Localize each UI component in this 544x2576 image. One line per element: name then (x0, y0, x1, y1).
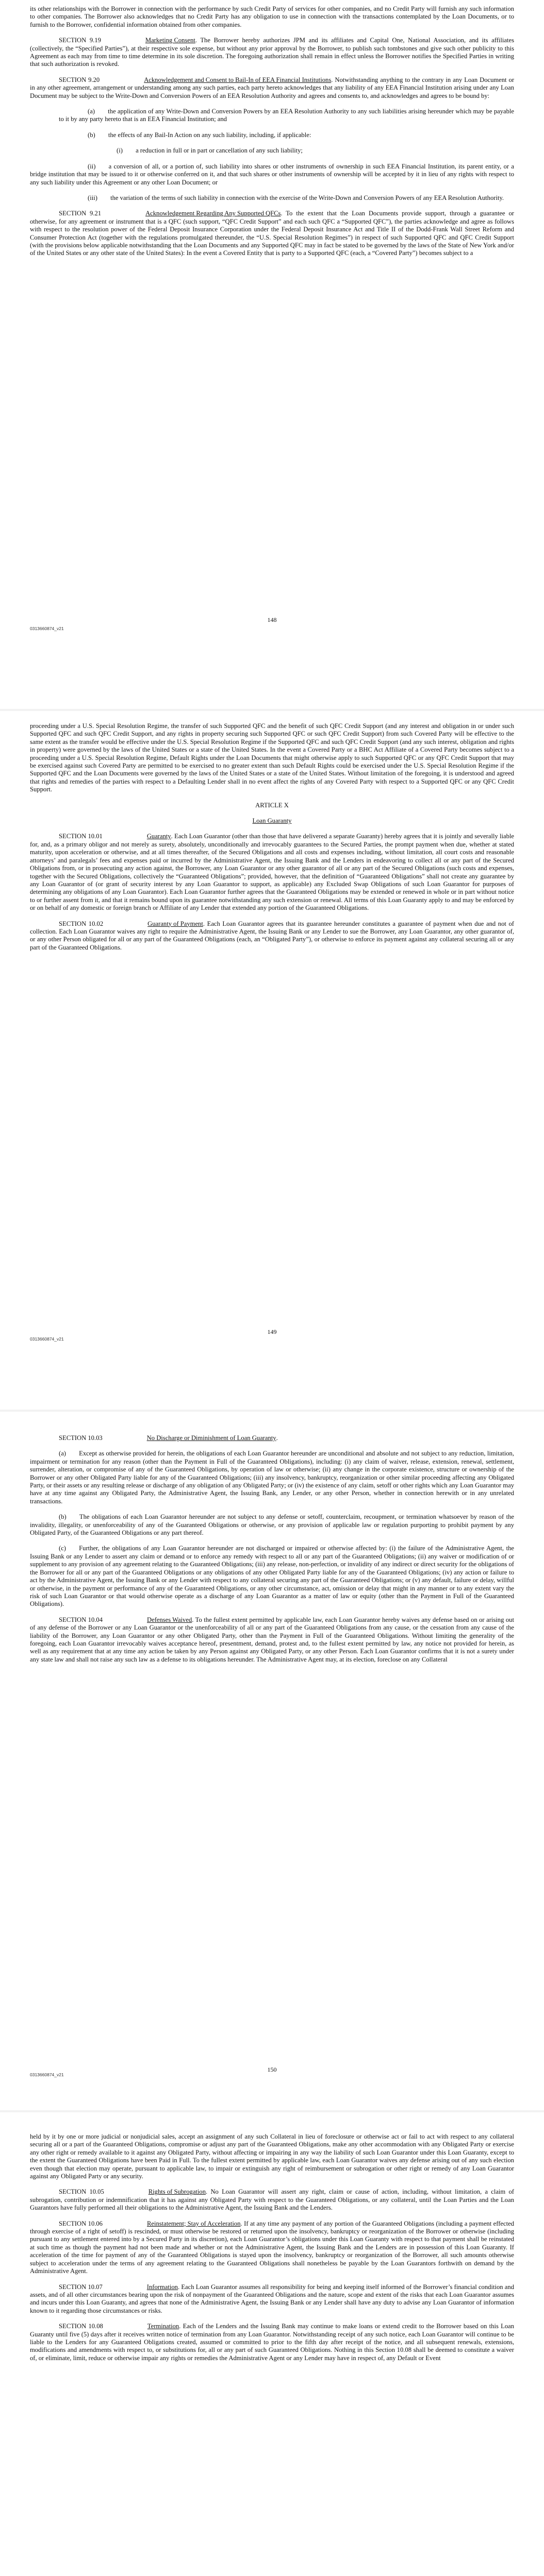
paragraph: its other relationships with the Borrower in connection with the performance by such Credit Party of services for other companies, and no Credit Party will furnish any such information to other companies. The Borrower also acknowledges that no Credit Party has any obligation to use in connection with the transactions contemplated by the Loan Documents, or to furnish to the Borrower, confidential information obtained from other companies. (30, 5, 514, 28)
paragraph: If at any time any payment of any portion of the Guaranteed Obligations (including a payment effected through exercise of a right of setoff) is rescinded, or must otherwise be restored or returned upon the insolvency, bankruptcy or reorganization of the Borrower or otherwise (including pursuant to any settlement entered into by a Secured Party in its discretion), each Loan Guarantor’s obligations under this Loan Guaranty with respect to that payment shall be reinstated at such time as though the payment had not been made and whether or not the Administrative Agent, the Issuing Bank and the Lenders are in possession of this Loan Guaranty. If acceleration of the time for payment of any of the Guaranteed Obligations is stayed upon the insolvency, bankruptcy or reorganization of the Borrower, all such amounts otherwise subject to acceleration under the terms of any agreement relating to the Guaranteed Obligations shall nonetheless be payable by the Loan Guarantors forthwith on demand by the Administrative Agent. (30, 2219, 514, 2275)
clause-b-iii: (iii) the variation of the terms of such liability in connection with the exercise of the Write-Down and Conversion Powers of any EEA Resolution Authority. (88, 194, 504, 201)
document-id: 0313660874_v21 (30, 2072, 64, 2077)
clause-b-ii: (ii) a conversion of all, or a portion of, such liability into shares or other instruments of ownership in such EEA Financial Institution, its parent entity, or a bridge institution that may be issued to it or otherwise conferred on it, and that such shares or other instruments of ownership will be accepted by it in lieu of any rights with respect to any such liability under this Agreement or any other Loan Document; or (30, 162, 514, 186)
section-title: Acknowledgement and Consent to Bail-In of EEA Financial Institutions (144, 76, 332, 83)
paragraph: Each Loan Guarantor (other than those that have delivered a separate Guaranty) hereby agrees that it is jointly and severally liable for, and, as a primary obligor and not merely as surety, absolutely, unconditionally and irrevocably guarantees to the Secured Parties, the prompt payment when due, whether at stated maturity, upon acceleration or otherwise, and at all times thereafter, of the Secured Obligations and all costs and expenses including, without limitation, all court costs and reasonable attorneys’ and paralegals’ fees and expenses paid or incurred by the Administrative Agent, the Issuing Bank and the Lenders in endeavoring to collect all or any part of the Secured Obligations from, or in prosecuting any action against, the Borrower, any Loan Guarantor or any other guarantor of all or any part of the Secured Obligations (such costs and expenses, together with the Secured Obligations, collectively the “Guaranteed Obligations”; provided, however, that the definition of “Guaranteed Obligations” shall not create any guarantee by any Loan Guarantor of (or grant of security interest by any Loan Guarantor to support, as applicable) any Excluded Swap Obligations of such Loan Guarantor for purposes of determining any obligations of any Loan Guarantor). Each Loan Guarantor further agrees that the Guaranteed Obligations may be extended or renewed in whole or in part without notice to or further assent from it, and that it remains bound upon its guarantee notwithstanding any such extension or renewal. All terms of this Loan Guaranty apply to and may be enforced by or on behalf of any domestic or foreign branch or Affiliate of any Lender that extended any portion of the Guaranteed Obligations. (30, 833, 515, 912)
section-number: SECTION 10.06 (59, 2219, 103, 2227)
section-number: SECTION 10.04 (59, 1616, 103, 1623)
document-id: 0313660874_v21 (30, 626, 64, 631)
paragraph: held by it by one or more judicial or nonjudicial sales, accept an assignment of any such Collateral in lieu of foreclosure or otherwise act or fail to act with respect to any collateral securing all or a part of the Guaranteed Obligations, compromise or adjust any part of the Guaranteed Obligations, make any other accommodation with any Obligated Party or exercise any other right or remedy available to it against any Obligated Party, without affecting or impairing in any way the liability of such Loan Guarantor under this Loan Guaranty, except to the extent the Guaranteed Obligations have been Paid in Full. To the fullest extent permitted by applicable law, each Loan Guarantor waives any defense arising out of any such election even though that election may operate, pursuant to applicable law, to impair or extinguish any right of reimbursement or subrogation or other right or remedy of any Loan Guarantor against any Obligated Party or any security. (30, 2133, 514, 2180)
article-title: ARTICLE X (255, 801, 289, 809)
section-number: SECTION 9.20 (59, 76, 100, 83)
section-title: Rights of Subrogation (148, 2188, 206, 2196)
section-number: SECTION 10.07 (59, 2283, 103, 2291)
paragraph: The Borrower hereby authorizes JPM and its affiliates and Capital One, National Association, and its affiliates (collectively, the “Specified Parties”), at their respective sole expense, but without any prior approval by the Borrower, to publish such tombstones and give such other publicity to this Agreement as each may from time to time determine in its sole discretion. The foregoing authorization shall remain in effect unless the Borrower notifies the Specified Parties in writing that such authorization is revoked. (30, 37, 514, 68)
article-subtitle: Loan Guaranty (252, 817, 292, 825)
section-10-07: SECTION 10.07 Information. Each Loan Guarantor assumes all responsibility for being and keeping itself informed of the Borrower’s financial condition and assets, and of all other circumstances bearing upon the risk of nonpayment of the Guaranteed Obligations and the nature, scope and extent of the risks that each Loan Guarantor assumes and incurs under this Loan Guaranty, and agrees that none of the Administrative Agent, the Issuing Bank or any Lender shall have any duty to advise any Loan Guarantor of information known to it regarding those circumstances or risks. (30, 2283, 514, 2314)
section-10-04: SECTION 10.04 Defenses Waived. To the fullest extent permitted by applicable law, each Loan Guarantor hereby waives any defense based on or arising out of any defense of the Borrower or any Loan Guarantor or the unenforceability of all or any part of the Guaranteed Obligations from any cause, or the cessation from any cause of the liability of the Borrower, any Loan Guarantor or any other Obligated Party, other than the Payment in Full of the Guaranteed Obligations. Without limiting the generality of the foregoing, each Loan Guarantor irrevocably waives acceptance hereof, presentment, demand, protest and, to the fullest extent permitted by law, any notice not provided for herein, as well as any requirement that at any time any action be taken by any Person against any Obligated Party, or any other Person. Each Loan Guarantor confirms that it is not a surety under any state law and shall not raise any such law as a defense to its obligations hereunder. The Administrative Agent may, at its election, foreclose on any Collateral (30, 1616, 514, 1663)
section-title: Guaranty of Payment (147, 920, 203, 927)
clause-a: (a) Except as otherwise provided for herein, the obligations of each Loan Guarantor hereunder are unconditional and absolute and not subject to any reduction, limitation, impairment or termination for any reason (other than the Payment in Full of the Guaranteed Obligations), including: (i) any claim of waiver, release, extension, renewal, settlement, surrender, alteration, or compromise of any of the Guaranteed Obligations, by operation of law or otherwise; (ii) any change in the corporate existence, structure or ownership of the Borrower or any other Obligated Party liable for any of the Guaranteed Obligations; (iii) any insolvency, bankruptcy, reorganization or other similar proceeding affecting any Obligated Party, or their assets or any resulting release or discharge of any obligation of any Obligated Party; or (iv) the existence of any claim, setoff or other rights which any Loan Guarantor may have at any time against any Obligated Party, the Administrative Agent, the Issuing Bank, any Lender, or any other Person, whether in connection herewith or in any unrelated transactions. (30, 1450, 514, 1505)
section-number: SECTION 10.08 (59, 2323, 103, 2330)
section-number: SECTION 10.03 (59, 1434, 103, 1442)
clause-c: (c) Further, the obligations of any Loan Guarantor hereunder are not discharged or impaired or otherwise affected by: (i) the failure of the Administrative Agent, the Issuing Bank or any Lender to assert any claim or demand or to enforce any remedy with respect to all or any part of the Guaranteed Obligations; (ii) any waiver or modification of or supplement to any provision of any agreement relating to the Guaranteed Obligations; (iii) any release, non-perfection, or invalidity of any indirect or direct security for the obligations of the Borrower for all or any part of the Guaranteed Obligations or any obligations of any other Obligated Party liable for any of the Guaranteed Obligations; (iv) any action or failure to act by the Administrative Agent, the Issuing Bank or any Lender with respect to any collateral securing any part of the Guaranteed Obligations; or (v) any default, failure or delay, willful or otherwise, in the payment or performance of any of the Guaranteed Obligations, or any other circumstance, act, omission or delay that might in any manner or to any extent vary the risk of such Loan Guarantor or that would otherwise operate as a discharge of any Loan Guarantor as a matter of law or equity (other than the Payment in Full of the Guaranteed Obligations). (30, 1545, 514, 1608)
paragraph: No Loan Guarantor will assert any right, claim or cause of action, including, without limitation, a claim of subrogation, contribution or indemnification that it has against any Obligated Party with respect to the Guaranteed Obligations, or any collateral, until the Loan Parties and the Loan Guarantors have fully performed all their obligations to the Administrative Agent, the Issuing Bank and the Lenders. (30, 2188, 514, 2212)
section-title: Defenses Waived (147, 1616, 192, 1623)
section-9-19: SECTION 9.19 Marketing Consent. The Borrower hereby authorizes JPM and its affiliates and Capital One, National Association, and its affiliates (collectively, the “Specified Parties”), at their respective sole expense, but without any prior approval by the Borrower, to publish such tombstones and give such other publicity to this Agreement as each may from time to time determine in its sole discretion. The foregoing authorization shall remain in effect unless the Borrower notifies the Specified Parties in writing that such authorization is revoked. (30, 37, 514, 68)
section-number: SECTION 10.01 (59, 833, 103, 840)
clause-a: (a) the application of any Write-Down and Conversion Powers by an EEA Resolution Authority to any such liabilities arising hereunder which may be payable to it by any party hereto that is an EEA Financial Institution; and (59, 108, 514, 123)
paragraph: Each of the Lenders and the Issuing Bank may continue to make loans or extend credit to the Borrower based on this Loan Guaranty until five (5) days after it receives written notice of termination from any Loan Guarantor. Notwithstanding receipt of any such notice, each Loan Guarantor will continue to be liable to the Lenders for any Guaranteed Obligations created, assumed or committed to prior to the fifth day after receipt of the notice, and all subsequent renewals, extensions, modifications and amendments with respect to, or substitutions for, all or any part of such Guaranteed Obligations. Nothing in this Section 10.08 shall be deemed to constitute a waiver of, or eliminate, limit, reduce or otherwise impair any rights or remedies the Administrative Agent or any Lender may have in respect of, any Default or Event (30, 2323, 515, 2362)
section-title: Guaranty (146, 833, 171, 840)
section-10-03: SECTION 10.03 No Discharge or Diminishment of Loan Guaranty. (59, 1434, 278, 1442)
clause-b: (b) The obligations of each Loan Guarantor hereunder are not subject to any defense or setoff, counterclaim, recoupment, or termination whatsoever by reason of the invalidity, illegality, or unenforceability of any of the Guaranteed Obligations or otherwise, or any provision of applicable law or regulation purporting to prohibit payment by any Obligated Party, of the Guaranteed Obligations or any part thereof. (30, 1513, 514, 1537)
document-page (0, 711, 544, 1410)
section-number: SECTION 10.05 (59, 2188, 104, 2196)
paragraph: proceeding under a U.S. Special Resolution Regime, the transfer of such Supported QFC and the benefit of such QFC Credit Support (and any interest and obligation in or under such Supported QFC and such QFC Credit Support, and any rights in property securing such Supported QFC or such QFC Credit Support) from such Covered Party will be effective to the same extent as the transfer would be effective under the U.S. Special Resolution Regime if the Supported QFC and such QFC Credit Support (and any such interest, obligation and rights in property) were governed by the laws of the United States or a state of the United States. In the event a Covered Party or a BHC Act Affiliate of a Covered Party becomes subject to a proceeding under a U.S. Special Resolution Regime, Default Rights under the Loan Documents that might otherwise apply to such Supported QFC or any QFC Credit Support that may be exercised against such Covered Party are permitted to be exercised to no greater extent than such Default Rights could be exercised under the U.S. Special Resolution Regime if the Supported QFC and the Loan Documents were governed by the laws of the United States or a state of the United States. Without limitation of the foregoing, it is understood and agreed that rights and remedies of the parties with respect to a Defaulting Lender shall in no event affect the rights of any Covered Party with respect to a Supported QFC or any QFC Credit Support. (30, 722, 514, 793)
section-10-01: SECTION 10.01 Guaranty. Each Loan Guarantor (other than those that have delivered a separate Guaranty) hereby agrees that it is jointly and severally liable for, and, as a primary obligor and not merely as surety, absolutely, unconditionally and irrevocably guarantees to the Secured Parties, the prompt payment when due, whether at stated maturity, upon acceleration or otherwise, and at all times thereafter, of the Secured Obligations and all costs and expenses including, without limitation, all court costs and reasonable attorneys’ and paralegals’ fees and expenses paid or incurred by the Administrative Agent, the Issuing Bank and the Lenders in endeavoring to collect all or any part of the Secured Obligations from, or in prosecuting any action against, the Borrower, any Loan Guarantor or any other guarantor of all or any part of the Secured Obligations (such costs and expenses, together with the Secured Obligations, collectively the “Guaranteed Obligations”; provided, however, that the definition of “Guaranteed Obligations” shall not create any guarantee by any Loan Guarantor of (or grant of security interest by any Loan Guarantor to support, as applicable) any Excluded Swap Obligations of such Loan Guarantor for purposes of determining any obligations of any Loan Guarantor). Each Loan Guarantor further agrees that the Guaranteed Obligations may be extended or renewed in whole or in part without notice to or further assent from it, and that it remains bound upon its guarantee notwithstanding any such extension or renewal. All terms of this Loan Guaranty apply to and may be enforced by or on behalf of any domestic or foreign branch or Affiliate of any Lender that extended any portion of the Guaranteed Obligations. (30, 833, 515, 912)
paragraph: Each Loan Guarantor agrees that its guarantee hereunder constitutes a guarantee of payment when due and not of collection. Each Loan Guarantor waives any right to require the Administrative Agent, the Issuing Bank or any Lender to sue the Borrower, any Loan Guarantor, any other guarantor of, or any other Person obligated for all or any part of the Guaranteed Obligations (each, an “Obligated Party”), or otherwise to enforce its payment against any collateral securing all or any part of the Guaranteed Obligations. (30, 920, 514, 951)
paragraph: To the fullest extent permitted by applicable law, each Loan Guarantor hereby waives any defense based on or arising out of any defense of the Borrower or any Loan Guarantor or the unenforceability of all or any part of the Guaranteed Obligations from any cause, or the cessation from any cause of the liability of the Borrower, any Loan Guarantor or any other Obligated Party, other than the Payment in Full of the Guaranteed Obligations. Without limiting the generality of the foregoing, each Loan Guarantor irrevocably waives acceptance hereof, presentment, demand, protest and, to the fullest extent permitted by law, any notice not provided for herein, as well as any requirement that at any time any action be taken by any Person against any Obligated Party, or any other Person. Each Loan Guarantor confirms that it is not a surety under any state law and shall not raise any such law as a defense to its obligations hereunder. The Administrative Agent may, at its election, foreclose on any Collateral (30, 1616, 514, 1663)
section-title: Information (146, 2283, 178, 2291)
paragraph: Each Loan Guarantor assumes all responsibility for being and keeping itself informed of the Borrower’s financial condition and assets, and of all other circumstances bearing upon the risk of nonpayment of the Guaranteed Obligations and the nature, scope and extent of the risks that each Loan Guarantor assumes and incurs under this Loan Guaranty, and agrees that none of the Administrative Agent, the Issuing Bank or any Lender shall have any duty to advise any Loan Guarantor of information known to it regarding those circumstances or risks. (30, 2283, 514, 2314)
clause-b: (b) the effects of any Bail-In Action on any such liability, including, if applicable: (88, 131, 311, 139)
document-page (0, 1412, 544, 2110)
document-page (0, 2112, 544, 2576)
section-title: Marketing Consent (145, 37, 195, 44)
paragraph: Notwithstanding anything to the contrary in any Loan Document or in any other agreement, arrangement or understanding among any such parties, each party hereto acknowledges that any liability of any EEA Financial Institution arising under any Loan Document may be subject to the Write-Down and Conversion Powers of an EEA Resolution Authority and agrees and consents to, and acknowledges and agrees to be bound by: (30, 76, 515, 99)
section-10-05: SECTION 10.05 Rights of Subrogation. No Loan Guarantor will assert any right, claim or cause of action, including, without limitation, a claim of subrogation, contribution or indemnification that it has against any Obligated Party with respect to the Guaranteed Obligations, or any collateral, until the Loan Parties and the Loan Guarantors have fully performed all their obligations to the Administrative Agent, the Issuing Bank and the Lenders. (30, 2188, 514, 2212)
section-number: SECTION 9.21 (59, 210, 102, 217)
section-title: No Discharge or Diminishment of Loan Guaranty (146, 1434, 276, 1442)
document-id: 0313660874_v21 (30, 1336, 64, 1342)
paragraph: To the extent that the Loan Documents provide support, through a guarantee or otherwise, for any agreement or instrument that is a QFC (such support, “QFC Credit Support” and each such QFC a “Supported QFC”), the parties acknowledge and agree as follows with respect to the resolution power of the Federal Deposit Insurance Corporation under the Federal Deposit Insurance Act and Title II of the Dodd-Frank Wall Street Reform and Consumer Protection Act (together with the regulations promulgated thereunder, the “U.S. Special Resolution Regimes”) in respect of such Supported QFC and QFC Credit Support (with the provisions below applicable notwithstanding that the Loan Documents and any Supported QFC may in fact be stated to be governed by the laws of the State of New York and/or of the United States or any other state of the United States): In the event a Covered Entity that is party to a Supported QFC (each, a “Covered Party”) becomes subject to a (30, 210, 514, 257)
section-title: Reinstatement; Stay of Acceleration (146, 2219, 241, 2227)
page-number: 150 (267, 2066, 277, 2073)
section-10-06: SECTION 10.06 Reinstatement; Stay of Acceleration. If at any time any payment of any portion of the Guaranteed Obligations (including a payment effected through exercise of a right of setoff) is rescinded, or must otherwise be restored or returned upon the insolvency, bankruptcy or reorganization of the Borrower or otherwise (including pursuant to any settlement entered into by a Secured Party in its discretion), each Loan Guarantor’s obligations under this Loan Guaranty with respect to that payment shall be reinstated at such time as though the payment had not been made and whether or not the Administrative Agent, the Issuing Bank and the Lenders are in possession of this Loan Guaranty. If acceleration of the time for payment of any of the Guaranteed Obligations is stayed upon the insolvency, bankruptcy or reorganization of the Borrower, all such amounts otherwise subject to acceleration under the terms of any agreement relating to the Guaranteed Obligations shall nonetheless be payable by the Loan Guarantors forthwith on demand by the Administrative Agent. (30, 2219, 514, 2275)
section-9-20: SECTION 9.20 Acknowledgement and Consent to Bail-In of EEA Financial Institutions. Notwithstanding anything to the contrary in any Loan Document or in any other agreement, arrangement or understanding among any such parties, each party hereto acknowledges that any liability of any EEA Financial Institution arising under any Loan Document may be subject to the Write-Down and Conversion Powers of an EEA Resolution Authority and agrees and consents to, and acknowledges and agrees to be bound by: (30, 76, 515, 99)
page-number: 148 (267, 616, 277, 623)
section-number: SECTION 9.19 (59, 37, 101, 44)
section-title: Termination (147, 2323, 179, 2330)
section-number: SECTION 10.02 (59, 920, 104, 927)
document-page (0, 0, 544, 709)
section-10-02: SECTION 10.02 Guaranty of Payment. Each Loan Guarantor agrees that its guarantee hereunder constitutes a guarantee of payment when due and not of collection. Each Loan Guarantor waives any right to require the Administrative Agent, the Issuing Bank or any Lender to sue the Borrower, any Loan Guarantor, any other guarantor of, or any other Person obligated for all or any part of the Guaranteed Obligations (each, an “Obligated Party”), or otherwise to enforce its payment against any collateral securing all or any part of the Guaranteed Obligations. (30, 920, 514, 951)
page-number: 149 (267, 1328, 277, 1335)
clause-b-i: (i) a reduction in full or in part or cancellation of any such liability; (117, 147, 303, 155)
section-9-21: SECTION 9.21 Acknowledgement Regarding Any Supported QFCs. To the extent that the Loan Documents provide support, through a guarantee or otherwise, for any agreement or instrument that is a QFC (such support, “QFC Credit Support” and each such QFC a “Supported QFC”), the parties acknowledge and agree as follows with respect to the resolution power of the Federal Deposit Insurance Corporation under the Federal Deposit Insurance Act and Title II of the Dodd-Frank Wall Street Reform and Consumer Protection Act (together with the regulations promulgated thereunder, the “U.S. Special Resolution Regimes”) in respect of such Supported QFC and QFC Credit Support (with the provisions below applicable notwithstanding that the Loan Documents and any Supported QFC may in fact be stated to be governed by the laws of the State of New York and/or of the United States or any other state of the United States): In the event a Covered Entity that is party to a Supported QFC (each, a “Covered Party”) becomes subject to a (30, 210, 514, 257)
section-10-08: SECTION 10.08 Termination. Each of the Lenders and the Issuing Bank may continue to make loans or extend credit to the Borrower based on this Loan Guaranty until five (5) days after it receives written notice of termination from any Loan Guarantor. Notwithstanding receipt of any such notice, each Loan Guarantor will continue to be liable to the Lenders for any Guaranteed Obligations created, assumed or committed to prior to the fifth day after receipt of the notice, and all subsequent renewals, extensions, modifications and amendments with respect to, or substitutions for, all or any part of such Guaranteed Obligations. Nothing in this Section 10.08 shall be deemed to constitute a waiver of, or eliminate, limit, reduce or otherwise impair any rights or remedies the Administrative Agent or any Lender may have in respect of, any Default or Event (30, 2323, 515, 2362)
section-title: Acknowledgement Regarding Any Supported QFCs (145, 210, 281, 217)
